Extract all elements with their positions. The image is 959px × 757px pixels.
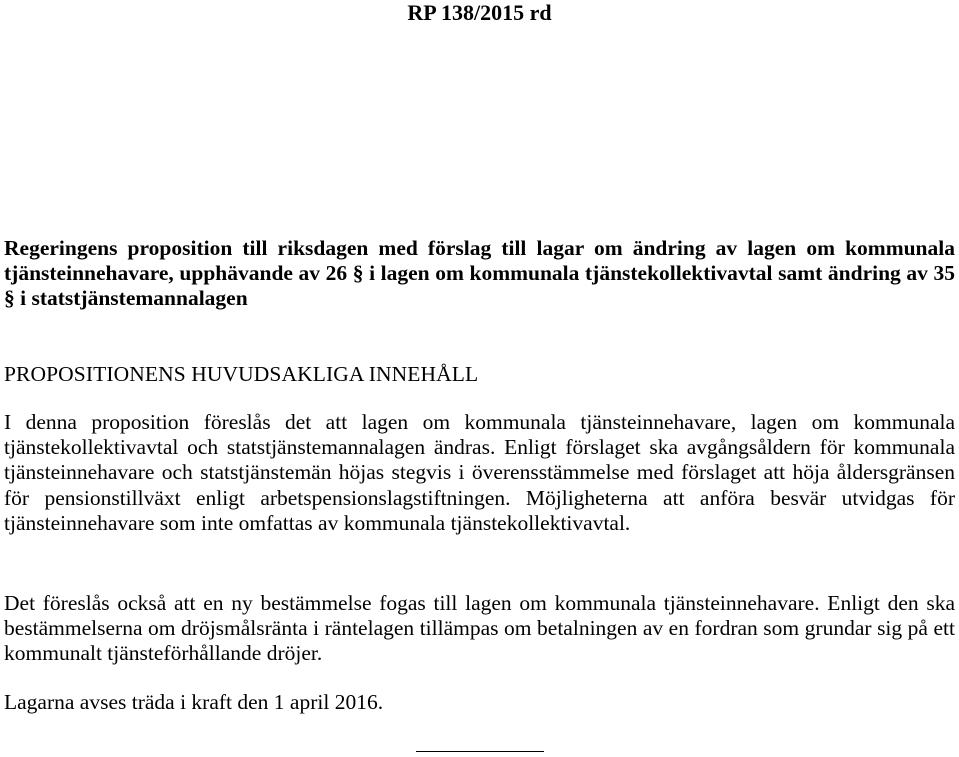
document-title: Regeringens proposition till riksdagen med förslag till lagar om ändring av lagen om kommunala tjänsteinnehavare, upphävande av 26 § i lagen om kommunala tjänstekollektivavtal samt ändring av 35 § i statstjänstemannalagen xyxy=(4,236,955,310)
summary-paragraph-2: Det föreslås också att en ny bestämmelse fogas till lagen om kommunala tjänsteinnehavare. Enligt den ska bestämmelserna om dröjsmålsränta i räntelagen tillämpas om betalningen av en fordran som grundar sig på ett kommunalt tjänsteförhållande dröjer. xyxy=(4,591,955,666)
summary-paragraph-3: Lagarna avses träda i kraft den 1 april 2016. xyxy=(4,690,384,714)
document-page xyxy=(4,0,955,757)
summary-paragraph-1: I denna proposition föreslås det att lagen om kommunala tjänsteinnehavare, lagen om kommunala tjänstekollektivavtal och statstjänstemannalagen ändras. Enligt förslaget ska avgångsåldern för kommunala tjänsteinnehavare och statstjänstemän höjas stegvis i överensstämmelse med förslaget att höja åldersgränsen för pensionstillväxt enligt arbetspensionslagstiftningen. Möjligheterna att anföra besvär utvidgas för tjänsteinnehavare som inte omfattas av kommunala tjänstekollektivavtal. xyxy=(4,410,955,535)
document-reference: RP 138/2015 rd xyxy=(407,0,552,25)
end-rule xyxy=(416,751,544,752)
section-heading: PROPOSITIONENS HUVUDSAKLIGA INNEHÅLL xyxy=(4,362,479,386)
